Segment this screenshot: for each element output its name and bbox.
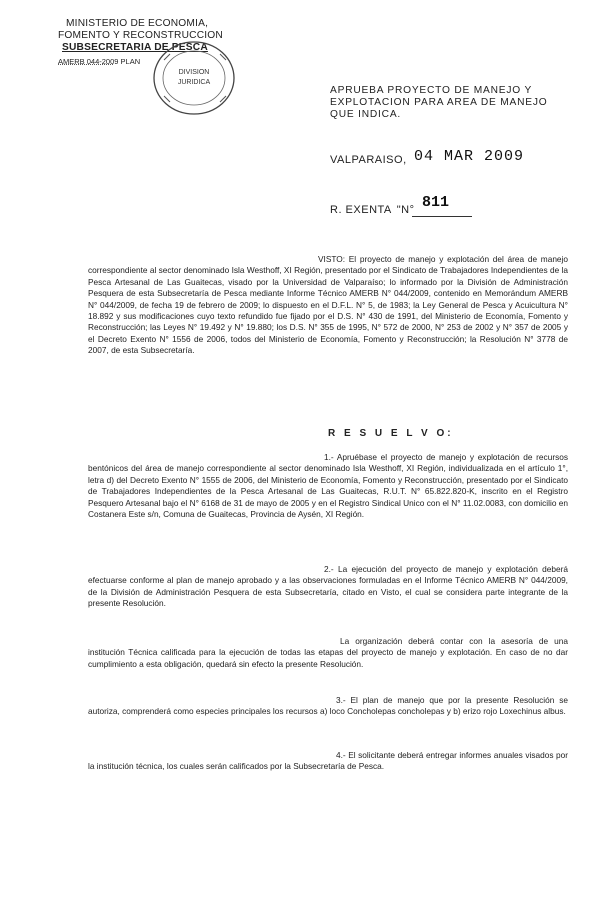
article-2-text: 2.- La ejecución del proyecto de manejo y explotación deberá efectuarse conforme al plan de manejo aprobado y a las observaciones formuladas en el Informe Técnico AMERB N° 044/2009, de la División de Administración Pesquera de esta Subsecretaría, citado en Visto, el cual se considera parte integrante de la presente Resolución.: [88, 564, 568, 609]
resolution-number-line: [412, 216, 472, 217]
article-1-text: 1.- Apruébase el proyecto de manejo y explotación de recursos bentónicos del área de manejo correspondiente al sector denominado Isla Westhoff, XI Región, individualizada en el artículo 1°, letra d) del Decreto Exento N° 1555 de 2006, del Ministerio de Economía, Fomento y Reconstrucción, presentado por el Sindicato de Trabajadores Independientes de la Pesca Artesanal de Las Guaitecas, R.U.T. N° 65.822.820-K, inscrito en el Registro Pesquero Artesanal bajo el N° 6168 de 31 de mayo de 2005 y en el Registro Sindical Unico con el N° 11.02.0083, con domicilio en Costanera Este s/n, Comuna de Guaitecas, Provincia de Aysén, XI Región.: [88, 452, 568, 520]
article-2-paragraph-b: [88, 636, 568, 670]
article-4: [88, 750, 568, 773]
subsecretaria-name: SUBSECRETARIA DE PESCA: [62, 42, 208, 53]
resolution-number: 811: [422, 194, 450, 211]
document-title: APRUEBA PROYECTO DE MANEJO Y EXPLOTACION PARA AREA DE MANEJO QUE INDICA.: [330, 85, 548, 120]
visto-text: VISTO: El proyecto de manejo y explotación del área de manejo correspondiente al sector denominado Isla Westhoff, XI Región, presentado por el Sindicato de Trabajadores Independientes de la Pesca Artesanal de Las Guaitecas, visado por la Universidad de Valparaíso; lo informado por la División de Administración Pesquera de esta Subsecretaría de Pesca mediante Informe Técnico AMERB N° 044/2009, contenido en Memorándum AMERB N° 044/2009, de fecha 19 de febrero de 2009; lo dispuesto en el D.F.L. N° 5, de 1983; la Ley General de Pesca y Acuicultura N° 18.892 y sus modificaciones cuyo texto refundido fue fijado por el D.S. N° 430 de 1991, del Ministerio de Economía, Fomento y Reconstrucción; las Leyes N° 19.492 y N° 19.880; los D.S. N° 355 de 1995, N° 572 de 2000, N° 253 de 2002 y N° 357 de 2005 y el Decreto Exento N° 1556 de 2006, todos del Ministerio de Economía, Fomento y Reconstrucción; la Resolución N° 3778 de 2007, de esta Subsecretaría.: [88, 254, 568, 356]
header-divider: [58, 64, 113, 65]
ministry-name-line1: MINISTERIO DE ECONOMIA,: [66, 18, 209, 29]
article-1: [88, 452, 568, 520]
place-label: VALPARAISO,: [330, 154, 407, 166]
article-2b-text: La organización deberá contar con la asesoría de una institución Técnica calificada para la ejecución de todas las etapas del proyecto de manejo y explotación. En caso de no dar cumplimiento a esta obligación, quedará sin efecto la presente Resolución.: [88, 636, 568, 669]
svg-text:DIVISION: DIVISION: [178, 69, 210, 76]
ministry-name-line2: FOMENTO Y RECONSTRUCCION: [58, 30, 223, 41]
article-3: [88, 695, 568, 718]
resolution-label: R. EXENTA "N°: [330, 204, 415, 216]
resuelvo-heading: R E S U E L V O:: [328, 428, 454, 439]
article-3-text: 3.- El plan de manejo que por la presente Resolución se autoriza, comprenderá como especies principales los recursos a) loco Concholepas concholepas y b) erizo rojo Loxechinus albus.: [88, 695, 568, 717]
visto-paragraph: [88, 254, 568, 357]
date-stamp: 04 MAR 2009: [414, 148, 525, 165]
article-4-text: 4.- El solicitante deberá entregar informes anuales visados por la institución técnica, los cuales serán calificados por la Subsecretaría de Pesca.: [88, 750, 568, 772]
division-juridica-seal-icon: [150, 38, 238, 118]
svg-text:JURIDICA: JURIDICA: [177, 79, 211, 86]
amerb-reference: AMERB 044-2009 PLAN: [58, 57, 141, 66]
article-2: [88, 564, 568, 610]
resolution-label-text: R. EXENTA: [330, 204, 392, 216]
